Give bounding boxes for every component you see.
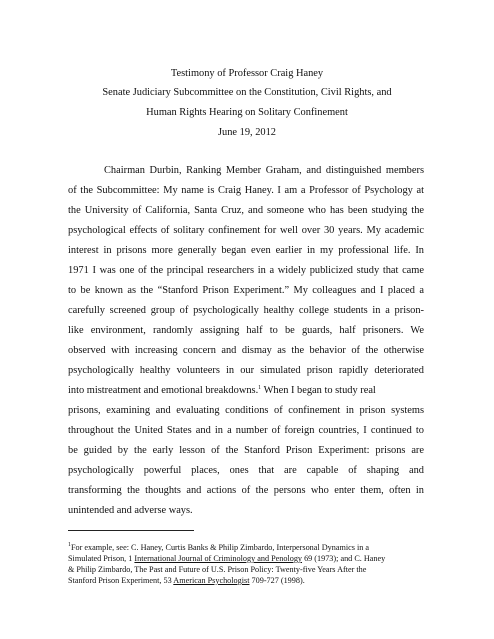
body-line: psychologically powerful places, ones that are capable of shaping and (68, 465, 424, 476)
body-line: 1971 I was one of the principal researchers in a widely publicized study that came (68, 265, 424, 276)
body-line: the University of California, Santa Cruz, and someone who has been studying the (68, 205, 424, 216)
footnote-divider (68, 530, 194, 531)
footnote-line (68, 543, 428, 554)
footnote-line (68, 554, 428, 565)
body-line (68, 384, 424, 397)
body-line: unintended and adverse ways. (68, 505, 193, 516)
body-line: to be known as the “Stanford Prison Experiment.” My colleagues and I placed a (68, 285, 424, 296)
body-line: like environment, randomly assigning half to be guards, half prisoners. We (68, 325, 424, 336)
hearing-subtitle-line1: Senate Judiciary Subcommittee on the Constitution, Civil Rights, and (102, 87, 392, 98)
body-line: psychological effects of solitary confinement for well over 30 years. My academic (68, 225, 424, 236)
journal-title: American Psychologist (173, 576, 250, 585)
body-line: interest in prisons more generally began even earlier in my professional life. In (68, 245, 424, 256)
footnote-text: Simulated Prison, 1 (68, 554, 135, 563)
footnote-text: 69 (1973); and C. Haney (302, 554, 386, 563)
body-line: Chairman Durbin, Ranking Member Graham, and distinguished members (104, 165, 424, 176)
journal-title: International Journal of Criminology and Penology (134, 554, 303, 563)
body-line: of the Subcommittee: My name is Craig Haney. I am a Professor of Psychology at (68, 185, 424, 196)
body-line-text: When I began to study real (261, 385, 376, 396)
footnote-text: For example, see: C. Haney, Curtis Banks & Philip Zimbardo, Interpersonal Dynamics in a (71, 543, 370, 552)
testimony-title: Testimony of Professor Craig Haney (170, 68, 324, 79)
body-line: observed with increasing concern and dismay as the behavior of the otherwise (68, 345, 424, 356)
hearing-date: June 19, 2012 (217, 127, 276, 138)
body-line: transforming the thoughts and actions of the persons who enter them, often in (68, 485, 424, 496)
body-line-text: into mistreatment and emotional breakdowns. (68, 385, 259, 396)
body-line: prisons, examining and evaluating conditions of confinement in prison systems (68, 405, 424, 416)
body-line: throughout the United States and in a number of foreign countries, I continued to (68, 425, 424, 436)
body-line: psychologically healthy volunteers in our simulated prison rapidly deteriorated (68, 365, 424, 376)
footnote-text: Stanford Prison Experiment, 53 (68, 576, 174, 585)
footnote-text: 709-727 (1998). (249, 576, 305, 585)
hearing-subtitle-line2: Human Rights Hearing on Solitary Confinement (146, 107, 348, 118)
body-line: carefully screened group of psychologically healthy college students in a prison- (68, 305, 424, 316)
footnote-line (68, 576, 428, 587)
footnote-marker: 1 (68, 542, 71, 548)
body-line: be guided by the early lesson of the Stanford Prison Experiment: prisons are (68, 445, 424, 456)
footnote-reference[interactable]: 1 (258, 385, 262, 391)
footnote-line: & Philip Zimbardo, The Past and Future of U.S. Prison Policy: Twenty-five Years After the (68, 565, 367, 574)
